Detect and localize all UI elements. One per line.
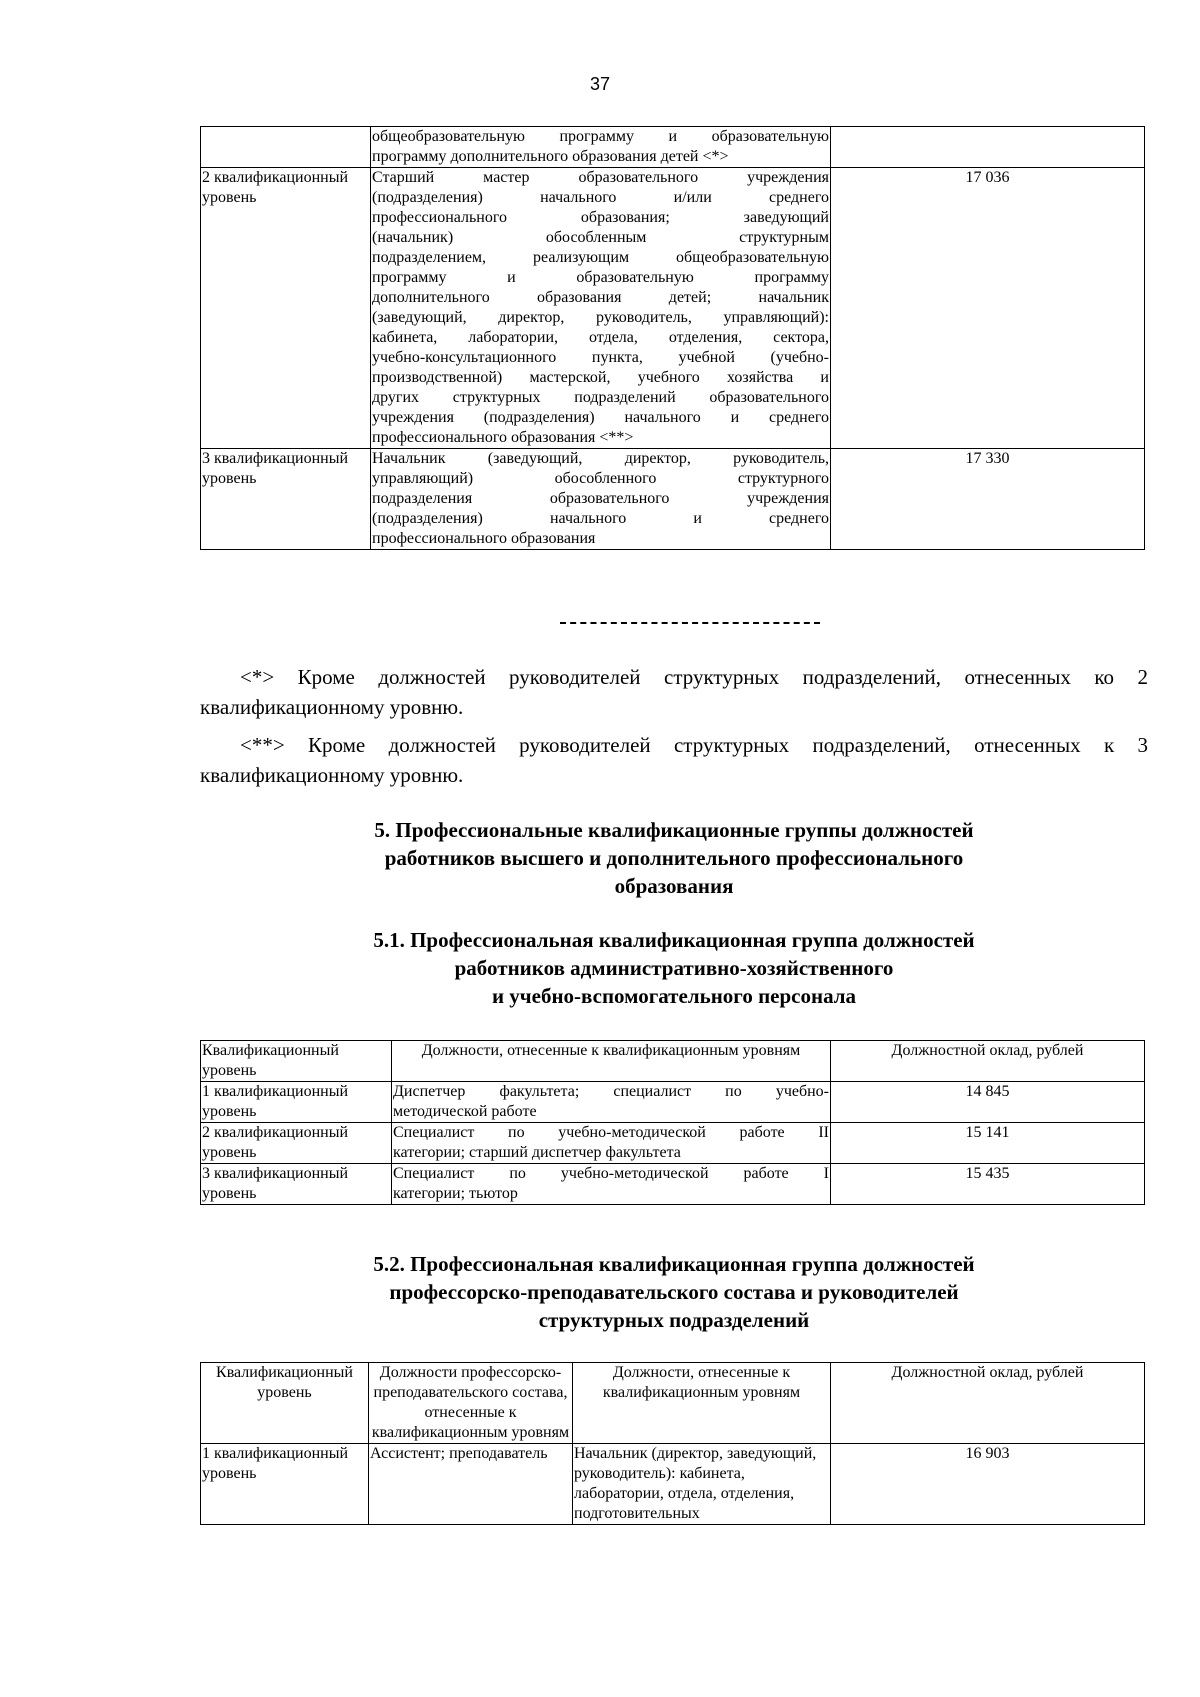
level-cell: 3 квалификационный уровень [201,449,371,550]
table-section-5-1 [200,1040,1145,1205]
level-cell: 2 квалификационный уровень [201,1123,392,1164]
table-row [201,449,1145,550]
section-5-title: 5. Профессиональные квалификационные группы должностей работников высшего и дополнительного профессионального образования [374,818,974,898]
header-pps-positions: Должности профессорско-преподавательского состава, отнесенные к квалификационным уровням [369,1363,573,1444]
level-cell: 1 квалификационный уровень [201,1444,369,1525]
table-row [201,168,1145,449]
table-row [201,1123,1145,1164]
level-cell [201,127,371,168]
salary-cell: 17 330 [831,449,1145,550]
positions-cell: Старший мастер образовательного учреждения (подразделения) начального и/или среднего профессионального образования; заведующий (начальник) обособленным структурным подразделением, реализующим общеобразовательную программу и образовательную программу дополнительного образования детей; начальник (заведующий, директор, руководитель, управляющий): кабинета, лаборатории, отдела, отделения, сектора, учебно-консультационного пункта, учебной (учебно- производственной) мастерской, учебного хозяйства и других структурных подразделений образовательного учреждения (подразделения) начального и среднего профессионального образования <**> [371,168,831,449]
header-level: Квалификационный уровень [201,1363,369,1444]
table-section-5-2 [200,1362,1145,1525]
table-row [201,1444,1145,1525]
level-cell: 3 квалификационный уровень [201,1164,392,1205]
salary-cell: 15 141 [831,1123,1145,1164]
positions-cell: Начальник (заведующий, директор, руководитель, управляющий) обособленного структурного подразделения образовательного учреждения (подразделения) начального и среднего профессионального образования [371,449,831,550]
table-header-row [201,1041,1145,1082]
table-header-row [201,1363,1145,1444]
salary-cell [831,127,1145,168]
pps-cell: Ассистент; преподаватель [369,1444,573,1525]
table-row [201,1082,1145,1123]
footnote-separator [560,622,820,624]
positions-cell: Начальник (директор, заведующий, руководитель): кабинета, лаборатории, отдела, отделения, подготовительных [573,1444,831,1525]
table-qualification-continued [200,126,1145,550]
salary-cell: 16 903 [831,1444,1145,1525]
header-level: Квалификационный уровень [201,1041,392,1082]
footnote-1: <*> Кроме должностей руководителей структурных подразделений, отнесенных ко 2 квалификационному уровню. [200,665,1148,719]
header-positions: Должности, отнесенные к квалификационным уровням [392,1041,831,1082]
salary-cell: 17 036 [831,168,1145,449]
section-5-1-title: 5.1. Профессиональная квалификационная группа должностей работников административно-хозяйственного и учебно-вспомогательного персонала [373,928,975,1008]
positions-cell: Специалист по учебно-методической работе II категории; старший диспетчер факультета [392,1123,831,1164]
salary-cell: 15 435 [831,1164,1145,1205]
header-salary: Должностной оклад, рублей [831,1041,1145,1082]
page-number: 37 [589,74,611,94]
positions-cell: Диспетчер факультета; специалист по учебно- методической работе [392,1082,831,1123]
section-5-2-title: 5.2. Профессиональная квалификационная группа должностей профессорско-преподавательского состава и руководителей структурных подразделений [373,1252,975,1332]
header-positions: Должности, отнесенные к квалификационным уровням [573,1363,831,1444]
positions-cell: общеобразовательную программу и образовательную программу дополнительного образования детей <*> [371,127,831,168]
footnote-2: <**> Кроме должностей руководителей структурных подразделений, отнесенных к 3 квалификационному уровню. [200,733,1148,787]
header-salary: Должностной оклад, рублей [831,1363,1145,1444]
table-row [201,1164,1145,1205]
table-row [201,127,1145,168]
positions-cell: Специалист по учебно-методической работе I категории; тьютор [392,1164,831,1205]
level-cell: 2 квалификационный уровень [201,168,371,449]
level-cell: 1 квалификационный уровень [201,1082,392,1123]
salary-cell: 14 845 [831,1082,1145,1123]
